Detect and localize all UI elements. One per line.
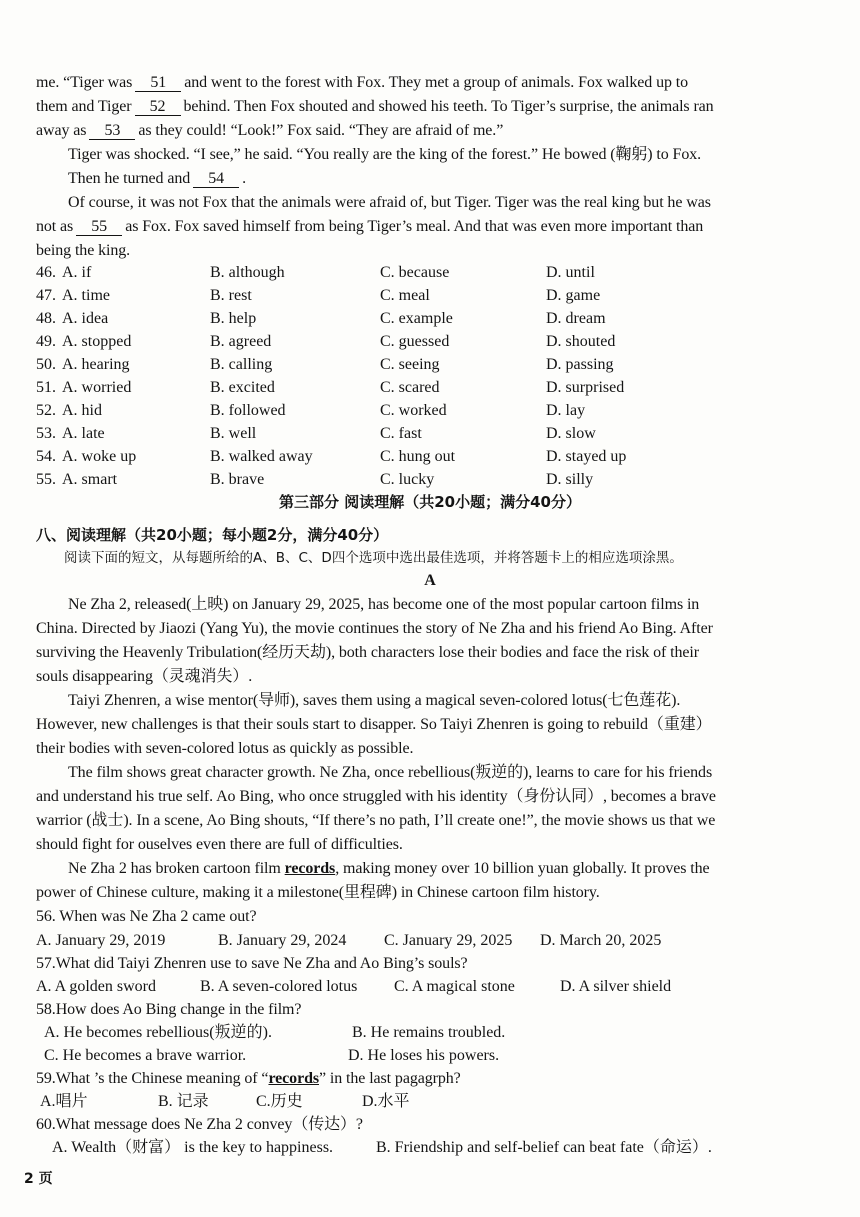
blank-54: 54 bbox=[193, 170, 239, 188]
story-line-6: Of course, it was not Fox that the animals were afraid of, but Tiger. Tiger was the real king but he was bbox=[68, 194, 711, 211]
exam-page: me. “Tiger was 51 and went to the forest with Fox. They met a group of animals. Fox walked up to them and Tiger 52 behind. Then Fox shouted and showed his teeth. To Tiger’s surprise, the animals ran away as 53 as they could! “Look!” Fox said. “They are afraid of me.” Tiger was shocked. “I see,” he said. “You really are the king of the forest.” He bowed (鞠躬) to Fox. Then he turned and 54 . Of course, it was not Fox that the animals were afraid of, but Tiger. Tiger was the real king but he was not as 55 as Fox. Fox saved himself from being Tiger’s meal. And that was even more important than being the king. 46. A. if B. although C. because D. until 47. A. time B. rest C. meal D. game 48. A. idea B. help C. example D. dream 49. A. stopped B. agreed C. guessed D. shouted 50. A. hearing B. calling C. seeing D. passing 51. A. worried B. excited C. scared D. surprised 52. A. hid B. followed C. worked D. lay 53. A. late B. well C. fast D. slow 54. A. woke up B. walked away C. hung out D. stayed up 55. A. smart B. brave C. lucky D. silly 第三部分 阅读理解（共20小题；满分40分） 八、阅读理解（共20小题；每小题2分，满分40分） 阅读下面的短文，从每题所给的A、B、C、D四个选项中选出最佳选项，并将答题卡上的相应选项涂黑。 A Ne Zha 2, released(上映) on January 29, 2025, has become one of the most popular cartoon films in China. Directed by Jiaozi (Yang Yu), the movie continues the story of Ne Zha and his friend Ao Bing. After surviving the Heavenly Tribulation(经历天劫), both characters lose their bodies and face the risk of their souls disappearing（灵魂消失）. Taiyi Zhenren, a wise mentor(导师), saves them using a magical seven-colored lotus(七色莲花). However, new challenges is that their souls start to disapper. So Taiyi Zhenren is going to rebuild（重建） their bodies with seven-colored lotus as quickly as possible. The film shows great character growth. Ne Zha, once rebellious(叛逆的), learns to care for his friends and understand his true self. Ao Bing, who once struggled with his identity（身份认同）, becomes a brave warrior (战士). In a scene, Ao Bing shouts, “If there’s no path, I’ll create one!”, the movie shows us that we should fight for ouselves even there are full of difficulties. Ne Zha 2 has broken cartoon film records, making money over 10 billion yuan globally. It proves the power of Chinese culture, making it a milestone(里程碑) in Chinese cartoon film history. 56. When was Ne Zha 2 came out? A. January 29, 2019 B. January 29, 2024 C. January 29, 2025 D. March 20, 2025 57.What did Taiyi Zhenren use to save Ne Zha and Ao Bing’s souls? A. A golden sword B. A seven-colored lotus C. A magical stone D. A silver shield 58.How does Ao Bing change in the film? A. He becomes rebellious(叛逆的). B. He remains troubled. C. He becomes a brave warrior. D. He loses his powers. 59.What ’s the Chinese meaning of “records” in the last pagagrph? A.唱片 B. 记录 C.历史 D.水平 60.What message does Ne Zha 2 convey（传达）? A. Wealth（财富） is the key to happiness. B. Friendship and self-belief can beat fate（命运）. 2 页 bbox=[0, 0, 860, 1217]
q59-option-b: B. 记录 bbox=[158, 1093, 209, 1110]
q57-option-b: B. A seven-colored lotus bbox=[200, 978, 358, 995]
passage-line: However, new challenges is that their souls start to disapper. So Taiyi Zhenren is going to rebuild（重建） bbox=[36, 716, 712, 733]
records-word: records bbox=[284, 860, 336, 877]
blank-51: 51 bbox=[135, 74, 181, 92]
q56-option-a: A. January 29, 2019 bbox=[36, 932, 166, 949]
story-line-3: away as 53 as they could! “Look!” Fox said. “They are afraid of me.” bbox=[36, 122, 504, 139]
passage-line: and understand his true self. Ao Bing, who once struggled with his identity（身份认同）, becomes a brave bbox=[36, 788, 716, 805]
story-line-2: them and Tiger 52 behind. Then Fox shouted and showed his teeth. To Tiger’s surprise, the animals ran bbox=[36, 98, 714, 115]
records-word: records bbox=[268, 1070, 319, 1087]
q58-option-b: B. He remains troubled. bbox=[352, 1024, 506, 1041]
story-line-7: not as 55 as Fox. Fox saved himself from being Tiger’s meal. And that was even more important than bbox=[36, 218, 704, 235]
q57-option-c: C. A magical stone bbox=[394, 978, 515, 995]
story-line-8: being the king. bbox=[36, 242, 131, 259]
story-line-5: Then he turned and 54 . bbox=[68, 170, 247, 187]
q59-option-d: D.水平 bbox=[362, 1093, 410, 1110]
blank-53: 53 bbox=[89, 122, 135, 140]
blank-52: 52 bbox=[135, 98, 181, 116]
q57-option-d: D. A silver shield bbox=[560, 978, 672, 995]
section8-title: 八、阅读理解（共20小题；每小题2分，满分40分） bbox=[36, 526, 389, 544]
q60-option-a: A. Wealth（财富） is the key to happiness. bbox=[52, 1139, 334, 1156]
passage-line: power of Chinese culture, making it a milestone(里程碑) in Chinese cartoon film history. bbox=[36, 884, 600, 901]
q58-option-a: A. He becomes rebellious(叛逆的). bbox=[44, 1024, 272, 1041]
passage-line: The film shows great character growth. Ne Zha, once rebellious(叛逆的), learns to care for his friends bbox=[68, 764, 713, 781]
question-59: 59.What ’s the Chinese meaning of “records” in the last pagagrph? bbox=[36, 1070, 461, 1087]
story-line-4: Tiger was shocked. “I see,” he said. “You really are the king of the forest.” He bowed (鞠躬) to Fox. bbox=[68, 146, 702, 163]
passage-line: warrior (战士). In a scene, Ao Bing shouts, “If there’s no path, I’ll create one!”, the movie shows us that we bbox=[36, 812, 716, 829]
passage-line: should fight for ouselves even there are full of difficulties. bbox=[36, 836, 403, 853]
passage-line: surviving the Heavenly Tribulation(经历天劫), both characters lose their bodies and face the risk of their bbox=[36, 644, 699, 661]
story-line-1: me. “Tiger was 51 and went to the forest with Fox. They met a group of animals. Fox walked up to bbox=[36, 74, 689, 91]
question-57: 57.What did Taiyi Zhenren use to save Ne Zha and Ao Bing’s souls? bbox=[36, 955, 468, 972]
passage-line: Ne Zha 2, released(上映) on January 29, 2025, has become one of the most popular cartoon films in bbox=[68, 596, 700, 613]
passage-line: their bodies with seven-colored lotus as quickly as possible. bbox=[36, 740, 414, 757]
part3-title: 第三部分 阅读理解（共20小题；满分40分） bbox=[279, 493, 581, 511]
question-56: 56. When was Ne Zha 2 came out? bbox=[36, 908, 257, 925]
question-58: 58.How does Ao Bing change in the film? bbox=[36, 1001, 302, 1018]
passage-label: A bbox=[424, 572, 436, 589]
q59-option-a: A.唱片 bbox=[40, 1093, 88, 1110]
passage-line: Ne Zha 2 has broken cartoon film records, making money over 10 billion yuan globally. It proves the bbox=[68, 860, 710, 877]
q59-option-c: C.历史 bbox=[256, 1093, 303, 1110]
q56-option-d: D. March 20, 2025 bbox=[540, 932, 662, 949]
page-number: 2 页 bbox=[24, 1171, 53, 1187]
blank-55: 55 bbox=[76, 218, 122, 236]
q60-option-b: B. Friendship and self-belief can beat fate（命运）. bbox=[376, 1139, 712, 1156]
section8-instruction: 阅读下面的短文，从每题所给的A、B、C、D四个选项中选出最佳选项，并将答题卡上的相应选项涂黑。 bbox=[64, 550, 683, 566]
q56-option-b: B. January 29, 2024 bbox=[218, 932, 347, 949]
passage-line: China. Directed by Jiaozi (Yang Yu), the movie continues the story of Ne Zha and his friend Ao Bing. After bbox=[36, 620, 713, 637]
q56-option-c: C. January 29, 2025 bbox=[384, 932, 513, 949]
passage-line: Taiyi Zhenren, a wise mentor(导师), saves them using a magical seven-colored lotus(七色莲花). bbox=[68, 692, 681, 709]
q58-option-d: D. He loses his powers. bbox=[348, 1047, 500, 1064]
passage-line: souls disappearing（灵魂消失）. bbox=[36, 668, 253, 685]
q58-option-c: C. He becomes a brave warrior. bbox=[44, 1047, 247, 1064]
q57-option-a: A. A golden sword bbox=[36, 978, 156, 995]
question-60: 60.What message does Ne Zha 2 convey（传达）? bbox=[36, 1116, 363, 1133]
